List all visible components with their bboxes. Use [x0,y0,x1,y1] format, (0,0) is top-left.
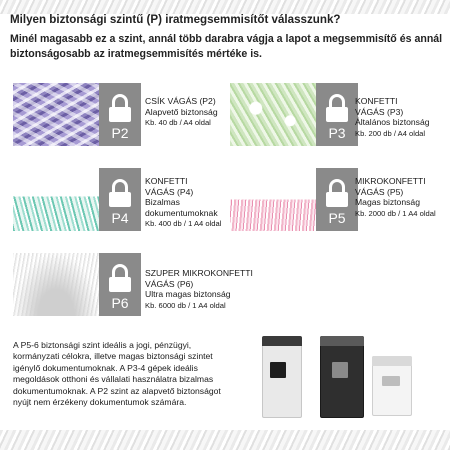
cut-type: CSÍK VÁGÁS (P2) [145,96,216,106]
cut-type: VÁGÁS (P5) [355,186,404,197]
shred-sample-p2 [13,83,99,146]
shred-sample-p3 [230,83,316,146]
info-paragraph [13,340,243,408]
padlock-body [326,107,348,122]
capacity-label: Kb. 40 db / A4 oldal [145,118,211,127]
padlock-icon [112,264,128,278]
paragraph-line: kormányzati célokra, illetve magas biztonsági szintet [13,351,213,362]
paragraph-line: dokumentumoknak. A P2 szint az alapvető biztonságot [13,385,221,396]
cut-type: VÁGÁS (P6) [145,278,194,289]
security-level-card-p3 [230,83,358,146]
security-level-description-p4 [145,176,241,230]
lock-badge-p4 [99,168,141,231]
security-label: Általános biztonság [355,117,430,127]
page-title: Milyen biztonsági szintű (P) iratmegsemmisítőt válasszunk? [10,13,341,26]
paper-shredder-icon [320,336,364,418]
security-level-card-p6 [13,253,141,316]
lock-badge-p2 [99,83,141,146]
cut-type: VÁGÁS (P3) [355,106,404,117]
page-subtitle: Minél magasabb ez a szint, annál több darabra vágja a lapot a megsemmisítő és annál biztonságosabb az iratmegsemmisítés mértéke is. [10,33,443,60]
padlock-icon [112,94,128,108]
shredder-window [382,376,400,386]
cut-type: KONFETTI [145,176,188,186]
paragraph-line: megoldások otthoni és vállalati használatra bizalmas [13,374,214,385]
shredded-paper-decoration-bottom [0,430,450,450]
capacity-label: Kb. 200 db / A4 oldal [355,128,426,138]
shred-sample-p5 [230,168,316,231]
level-label: P6 [111,295,129,311]
security-level-description-p5 [355,176,447,219]
level-label: P3 [328,125,346,141]
shred-sample-p4 [13,168,99,231]
shred-sample-p6 [13,253,99,316]
padlock-icon [112,179,128,193]
level-label: P2 [111,125,129,141]
security-level-description-p2 [145,96,241,129]
security-level-card-p5 [230,168,358,231]
padlock-body [109,277,131,292]
shredder-head [372,356,412,366]
lock-badge-p3 [316,83,358,146]
padlock-icon [329,179,345,193]
lock-badge-p6 [99,253,141,316]
shredder-head [262,336,302,346]
padlock-body [109,192,131,207]
security-label: Ultra magas biztonság [145,289,231,299]
level-label: P5 [328,210,346,226]
cut-type: KONFETTI [355,96,398,106]
security-label: Bizalmas [145,197,180,207]
paragraph-line: A P5-6 biztonsági szint ideális a jogi, pénzügyi, [13,340,192,350]
security-label: Magas biztonság [355,197,420,207]
cut-type: VÁGÁS (P4) [145,186,194,197]
paragraph-line: igénylő dokumentumoknak. A P3-4 gépek ideális [13,362,198,373]
cut-type: MIKROKONFETTI [355,176,426,186]
padlock-body [326,192,348,207]
security-level-description-p3 [355,96,445,139]
padlock-icon [329,94,345,108]
security-level-description-p6 [145,268,265,311]
paper-shredder-icon [372,356,412,416]
cut-type: SZUPER MIKROKONFETTI [145,268,253,278]
shredded-paper-decoration-top [0,0,450,14]
capacity-label: Kb. 400 db / 1 A4 oldal [145,219,222,228]
paragraph-line: nyújt nem érzékeny dokumentumok számára. [13,397,187,408]
shredder-window [270,362,286,378]
level-label: P4 [111,210,129,226]
paper-shredder-icon [262,336,302,418]
padlock-body [109,107,131,122]
security-label: Alapvető biztonság [145,106,218,117]
security-level-card-p2 [13,83,141,146]
shredder-head [320,336,364,346]
security-level-card-p4 [13,168,141,231]
capacity-label: Kb. 6000 db / 1 A4 oldal [145,300,226,310]
security-label: dokumentumoknak [145,207,218,218]
lock-badge-p5 [316,168,358,231]
capacity-label: Kb. 2000 db / 1 A4 oldal [355,208,436,218]
shredder-window [332,362,348,378]
